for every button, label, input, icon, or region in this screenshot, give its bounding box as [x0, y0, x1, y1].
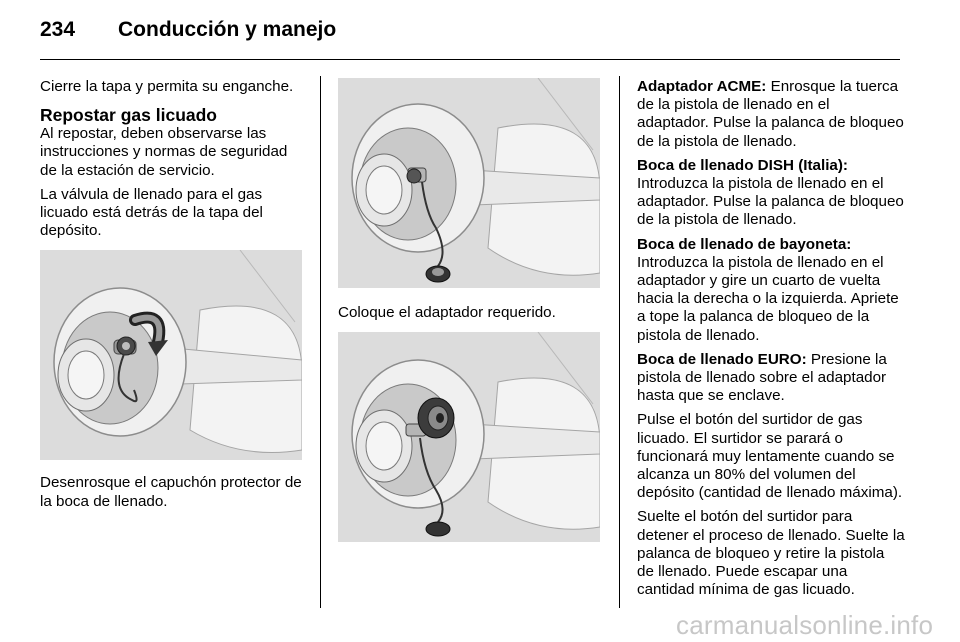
- column-divider-2: [619, 76, 620, 608]
- item-acme: [637, 78, 905, 151]
- chapter-title: Conducción y manejo: [118, 18, 337, 41]
- fuel-filler-illustration: [40, 250, 302, 460]
- figure-place-adapter: [338, 78, 600, 288]
- intro-text: Cierre la tapa y permita su enganche.: [40, 78, 294, 95]
- item-acme-text: Enrosque la tuerca de la pistola de llenado en el adaptador. Pulse la palanca de bloqueo de la pistola de llenado.: [637, 78, 904, 150]
- column-1: [40, 78, 308, 517]
- paragraph-pump-button: Pulse el botón del surtidor de gas licuado. El surtidor se parará o funcionará muy lentamente cuando se alcanza un 80% del volumen del depósito (cantidad de llenado máxima).: [637, 411, 903, 502]
- section-heading: Repostar gas licuado: [40, 105, 217, 126]
- item-bayonet: [637, 236, 905, 345]
- item-bayonet-text: Introduzca la pistola de llenado en el adaptador y gire un cuarto de vuelta hacia la derecha o la izquierda. Apriete a tope la palanca de bloqueo de la pistola de llenado.: [637, 253, 899, 344]
- item-euro: [637, 351, 905, 406]
- item-dish-text: Introduzca la pistola de llenado en el adaptador. Pulse la palanca de bloqueo de la pistola de llenado.: [637, 175, 904, 229]
- header-rule: [40, 59, 900, 60]
- column-3: [637, 78, 905, 605]
- paragraph-valve: La válvula de llenado para el gas licuado está detrás de la tapa del depósito.: [40, 185, 263, 240]
- item-euro-label: Boca de llenado EURO:: [637, 350, 807, 368]
- paragraph-release: Suelte el botón del surtidor para detener el proceso de llenado. Suelte la palanca de bloqueo y retire la pistola de llenado. Puede escapar una cantidad mínima de gas licuado.: [637, 508, 905, 599]
- page-number: 234: [40, 18, 76, 41]
- figure-caption-1: Desenrosque el capuchón protector de la boca de llenado.: [40, 474, 302, 510]
- item-dish-label: Boca de llenado DISH (Italia):: [637, 156, 848, 174]
- item-acme-label: Adaptador ACME:: [637, 78, 767, 95]
- fitted-adapter-illustration: [338, 332, 600, 542]
- item-bayonet-label: Boca de llenado de bayoneta:: [637, 235, 852, 253]
- adapter-on-valve-illustration: [338, 78, 600, 288]
- item-euro-text: Presione la pistola de llenado sobre el adaptador hasta que se enclave.: [637, 350, 887, 405]
- figure-adapter-fitted: [338, 332, 600, 542]
- figure-unscrew-cap: [40, 250, 302, 460]
- figure-caption-2: Coloque el adaptador requerido.: [338, 304, 556, 321]
- watermark: carmanualsonline.info: [676, 610, 934, 640]
- column-divider-1: [320, 76, 321, 608]
- item-dish: [637, 157, 905, 230]
- column-2: [338, 78, 606, 542]
- paragraph-safety: Al repostar, deben observarse las instrucciones y normas de seguridad de la estación de servicio.: [40, 125, 288, 179]
